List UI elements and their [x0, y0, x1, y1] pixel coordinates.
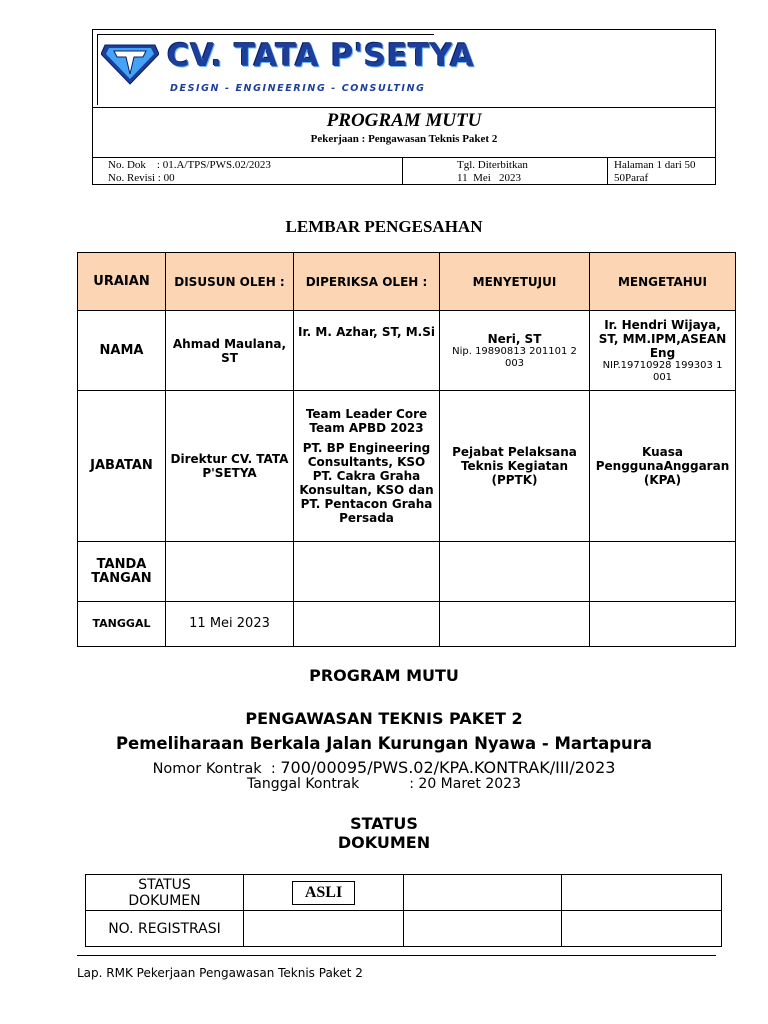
row-label: TANDA TANGAN	[78, 542, 166, 602]
signature-cell	[294, 542, 440, 602]
company-tagline: DESIGN - ENGINEERING - CONSULTING	[170, 83, 426, 94]
row-label: NAMA	[78, 311, 166, 391]
diamond-logo-icon	[101, 41, 159, 85]
checked-by-cell	[294, 311, 440, 391]
doc-number: No. Dok : 01.A/TPS/PWS.02/2023	[108, 159, 271, 171]
approved-by-nip: Nip. 19890813 201101 2 003	[452, 345, 577, 369]
contract-date-line	[0, 776, 768, 792]
checked-by-position: Team Leader Core Team APBD 2023	[305, 407, 428, 435]
acknowledged-by-nip: NIP.19710928 199303 1 001	[602, 359, 723, 383]
status-cell	[244, 911, 404, 947]
prepared-date: 11 Mei 2023	[166, 602, 294, 647]
logo-row	[93, 30, 715, 108]
issue-date: 11 Mei 2023	[457, 171, 522, 184]
page-cell	[608, 157, 715, 184]
document-header	[92, 29, 716, 185]
status-cell	[562, 875, 722, 911]
status-value-cell	[244, 875, 404, 911]
row-label: JABATAN	[78, 391, 166, 542]
column-header: MENYETUJUI	[440, 253, 590, 311]
approved-by-name: Neri, ST	[487, 331, 542, 346]
table-row	[86, 911, 722, 947]
acknowledged-by-position: Kuasa PenggunaAnggaran (KPA)	[590, 391, 736, 542]
doc-number-cell	[93, 157, 403, 184]
contract-date-label: Tanggal Kontrak	[247, 776, 360, 792]
issue-date-cell	[403, 157, 608, 184]
revision-number: No. Revisi : 00	[108, 171, 175, 184]
contract-number: 700/00095/PWS.02/KPA.KONTRAK/III/2023	[280, 758, 616, 777]
checked-by-position-cell	[294, 391, 440, 542]
table-row	[78, 542, 736, 602]
footer-text: Lap. RMK Pekerjaan Pengawasan Teknis Paket 2	[77, 966, 363, 980]
issue-date-label: Tgl. Diterbitkan	[457, 159, 528, 171]
meta-row	[93, 157, 715, 184]
checked-by-company: PT. BP Engineering Consultants, KSO PT. Cakra Graha Konsultan, KSO dan PT. Pentacon Graha Persada	[299, 441, 434, 525]
status-value: ASLI	[292, 881, 355, 905]
program-title: PROGRAM MUTU	[309, 666, 459, 685]
status-label: STATUS DOKUMEN	[86, 875, 244, 911]
table-row	[78, 311, 736, 391]
row-label: TANGGAL	[78, 602, 166, 647]
date-cell	[294, 602, 440, 647]
doc-title: PROGRAM MUTU	[326, 110, 482, 131]
acknowledged-by-name: Ir. Hendri Wijaya, ST, MM.IPM,ASEAN Eng	[598, 317, 727, 360]
contract-date: : 20 Maret 2023	[409, 776, 521, 792]
program-subtitle: PENGAWASAN TEKNIS PAKET 2	[245, 709, 523, 728]
signature-cell	[440, 542, 590, 602]
table-row	[78, 602, 736, 647]
contract-number-label: Nomor Kontrak :	[152, 761, 281, 777]
column-header: MENGETAHUI	[590, 253, 736, 311]
table-row	[78, 391, 736, 542]
company-name: CV. TATA P'SETYA	[167, 38, 475, 74]
date-cell	[440, 602, 590, 647]
status-heading-line2: DOKUMEN	[337, 833, 431, 852]
approval-table	[77, 252, 736, 647]
status-heading-line1: STATUS	[350, 814, 418, 833]
prepared-by-name: Ahmad Maulana, ST	[166, 311, 294, 391]
column-header: URAIAN	[78, 253, 166, 311]
status-heading	[0, 814, 768, 852]
registration-label: NO. REGISTRASI	[86, 911, 244, 947]
table-row	[86, 875, 722, 911]
title-row	[93, 107, 715, 158]
status-cell	[562, 911, 722, 947]
approved-by-cell	[440, 311, 590, 391]
prepared-by-position: Direktur CV. TATA P'SETYA	[166, 391, 294, 542]
column-header: DIPERIKSA OLEH :	[294, 253, 440, 311]
contract-number-line	[0, 758, 768, 777]
checked-by-name: Ir. M. Azhar, ST, M.Si	[298, 325, 435, 339]
acknowledged-by-cell	[590, 311, 736, 391]
approval-heading: LEMBAR PENGESAHAN	[285, 217, 483, 236]
signature-cell	[166, 542, 294, 602]
signature-cell	[590, 542, 736, 602]
status-table	[85, 874, 722, 947]
column-header: DISUSUN OLEH :	[166, 253, 294, 311]
table-header-row	[78, 253, 736, 311]
page-info: Halaman 1 dari 50	[614, 159, 696, 171]
paraf: 50Paraf	[614, 171, 649, 184]
doc-subtitle: Pekerjaan : Pengawasan Teknis Paket 2	[310, 133, 498, 145]
status-cell	[404, 875, 562, 911]
footer-divider	[77, 955, 716, 956]
status-cell	[404, 911, 562, 947]
approved-by-position: Pejabat Pelaksana Teknis Kegiatan (PPTK)	[440, 391, 590, 542]
project-name: Pemeliharaan Berkala Jalan Kurungan Nyawa - Martapura	[115, 734, 653, 753]
date-cell	[590, 602, 736, 647]
